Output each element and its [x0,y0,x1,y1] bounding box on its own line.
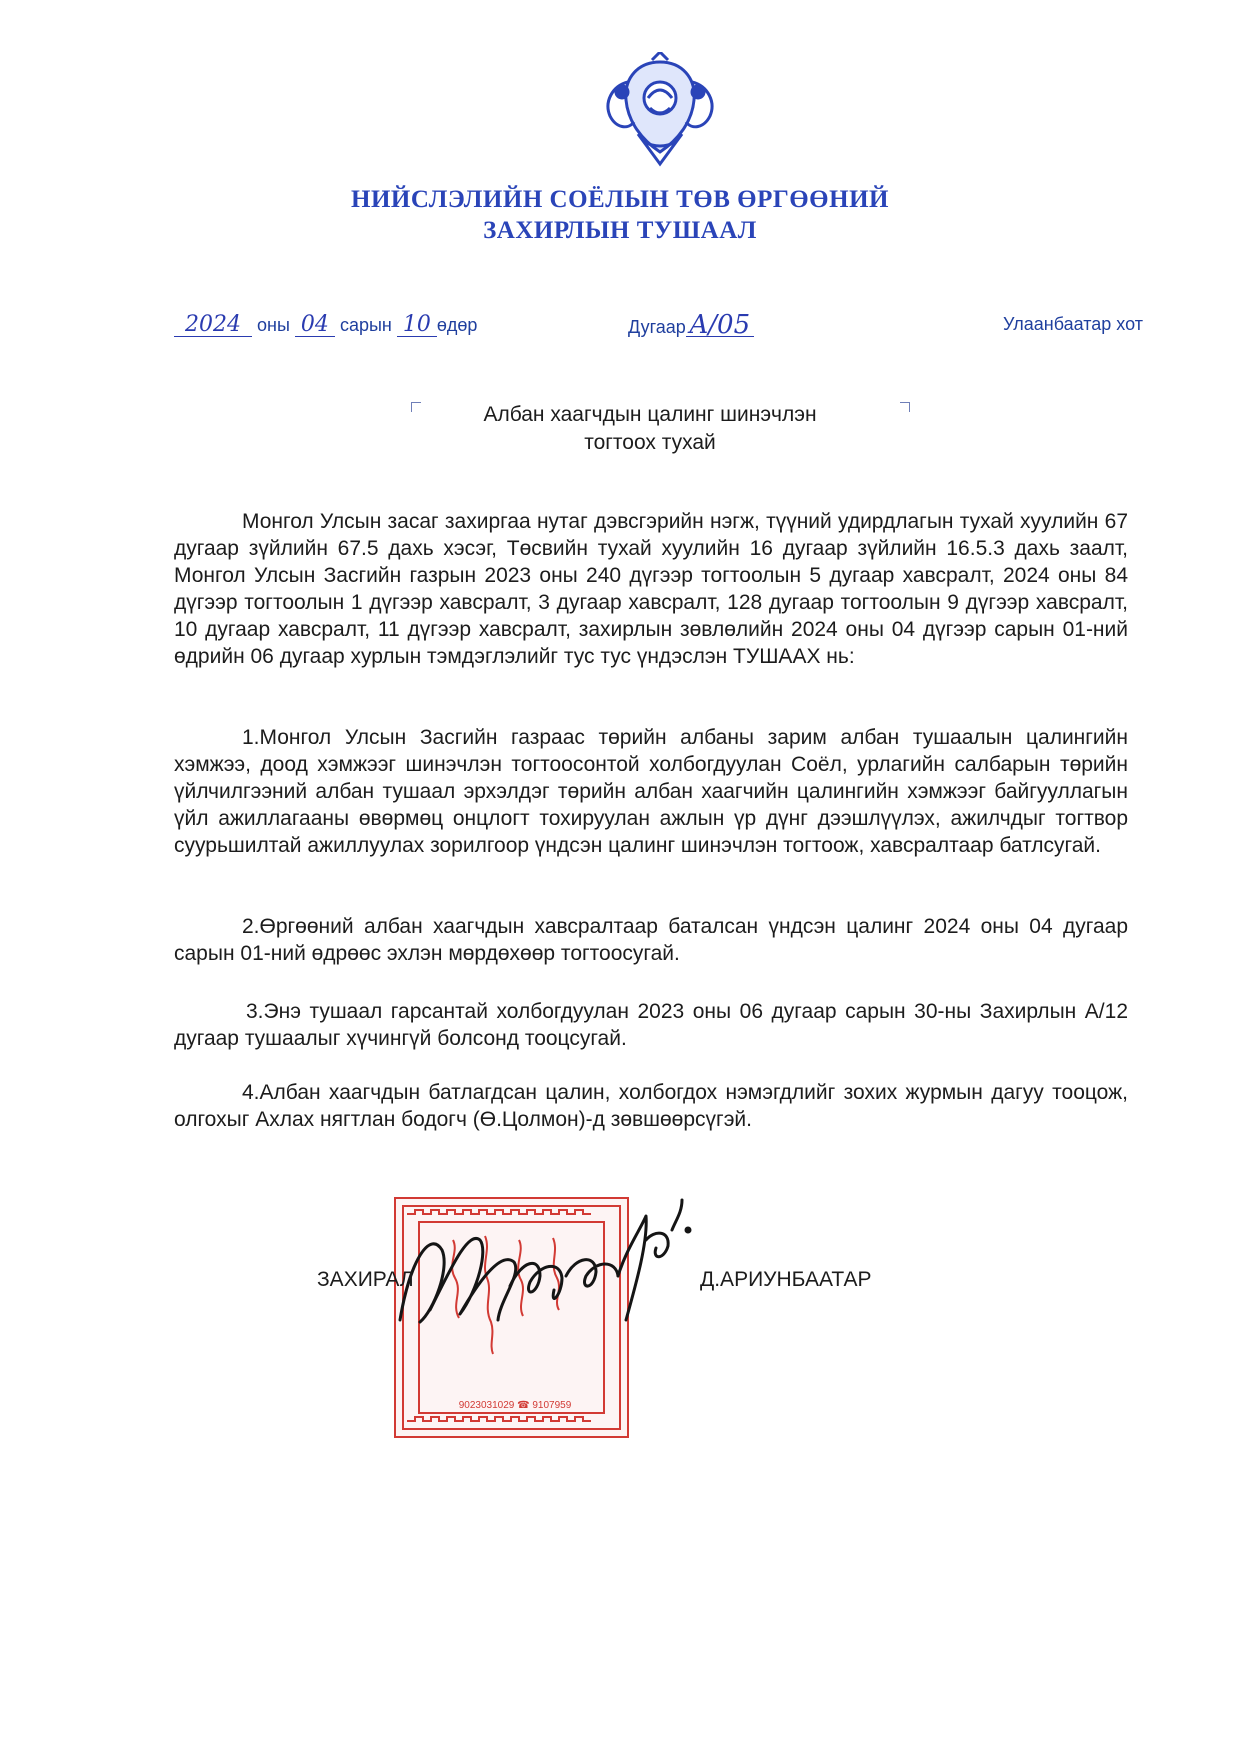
document-number-label: Дугаар [628,317,686,337]
order-item-2: 2.Өргөөний албан хаагчдын хавсралтаар баталсан үндсэн цалинг 2024 оны 04 дугаар сарын 01-ний өдрөөс эхлэн мөрдөхөөр тогтоосугай. [174,915,1128,965]
signatory-name: Д.АРИУНБААТАР [700,1268,872,1291]
handwritten-signature [390,1190,720,1350]
date-month: 04 [295,314,335,337]
document-city: Улаанбаатар хот [1003,314,1143,334]
date-field [174,314,477,337]
document-number-value: A/05 [686,314,754,337]
date-day-suffix: өдөр [436,315,478,335]
document-title-line2: ЗАХИРЛЫН ТУШААЛ [483,217,757,244]
date-year-suffix: оны [257,315,290,335]
state-emblem-icon [598,52,722,168]
document-number [628,310,754,340]
subject-line2: тогтоох тухай [584,431,716,454]
preamble-paragraph: Монгол Улсын засаг захиргаа нутаг дэвсгэрийн нэгж, түүний удирдлагын тухай хуулийн 67 дугаар зүйлийн 67.5 дахь хэсэг, Төсвийн тухай хуулийн 16 дугаар зүйлийн 16.5.3 дахь заалт, Монгол Улсын Засгийн газрын 2023 оны 240 дүгээр тогтоолын 5 дугаар хавсралт, 2024 оны 84 дүгээр тогтоолын 1 дүгээр хавсралт, 3 дугаар хавсралт, 128 дугаар тогтоолын 9 дүгээр хавсралт, 10 дугаар хавсралт, 11 дүгээр хавсралт, захирлын зөвлөлийн 2024 оны 04 дүгээр сарын 01-ний өдрийн 06 дугаар хурлын тэмдэглэлийг тус тус үндэслэн ТУШААХ нь: [174,510,1128,668]
date-year: 2024 [174,314,252,337]
order-item-4: 4.Албан хаагчдын батлагдсан цалин, холбогдох нэмэгдлийг зохих журмын дагуу тооцож, олгохыг Ахлах нягтлан бодогч (Ө.Цолмон)-д зөвшөөрсүгэй. [174,1081,1128,1131]
date-day: 10 [397,314,437,337]
date-month-suffix: сарын [339,315,392,335]
order-item-1: 1.Монгол Улсын Засгийн газраас төрийн албаны зарим албан тушаалын цалингийн хэмжээ, доод хэмжээг шинэчлэн тогтоосонтой холбогдуулан Соёл, урлагийн салбарын төрийн үйлчилгээний албан тушаал эрхэлдэг төрийн албан хаагчийн цалингийн хэмжээг байгууллагын үйл ажиллагааны өвөрмөц онцлогт тохируулан ажлын үр дүнг дээшлүүлэх, ажилчдыг тогтвор суурьшилтай ажиллуулах зорилгоор үндсэн цалинг шинэчлэн тогтоож, хавсралтаар батлсугай. [174,726,1128,857]
document-title-line1: НИЙСЛЭЛИЙН СОЁЛЫН ТӨВ ӨРГӨӨНИЙ [351,186,889,213]
stamp-number: 9023031029 ☎ 9107959 [458,1400,572,1411]
signatory-role: ЗАХИРАЛ [317,1268,414,1291]
order-item-3: 3.Энэ тушаал гарсантай холбогдуулан 2023 оны 06 дугаар сарын 30-ны Захирлын А/12 дугаар тушаалыг хүчингүй болсонд тооцсугай. [174,1000,1128,1050]
subject-line1: Албан хаагчдын цалинг шинэчлэн [483,403,817,426]
